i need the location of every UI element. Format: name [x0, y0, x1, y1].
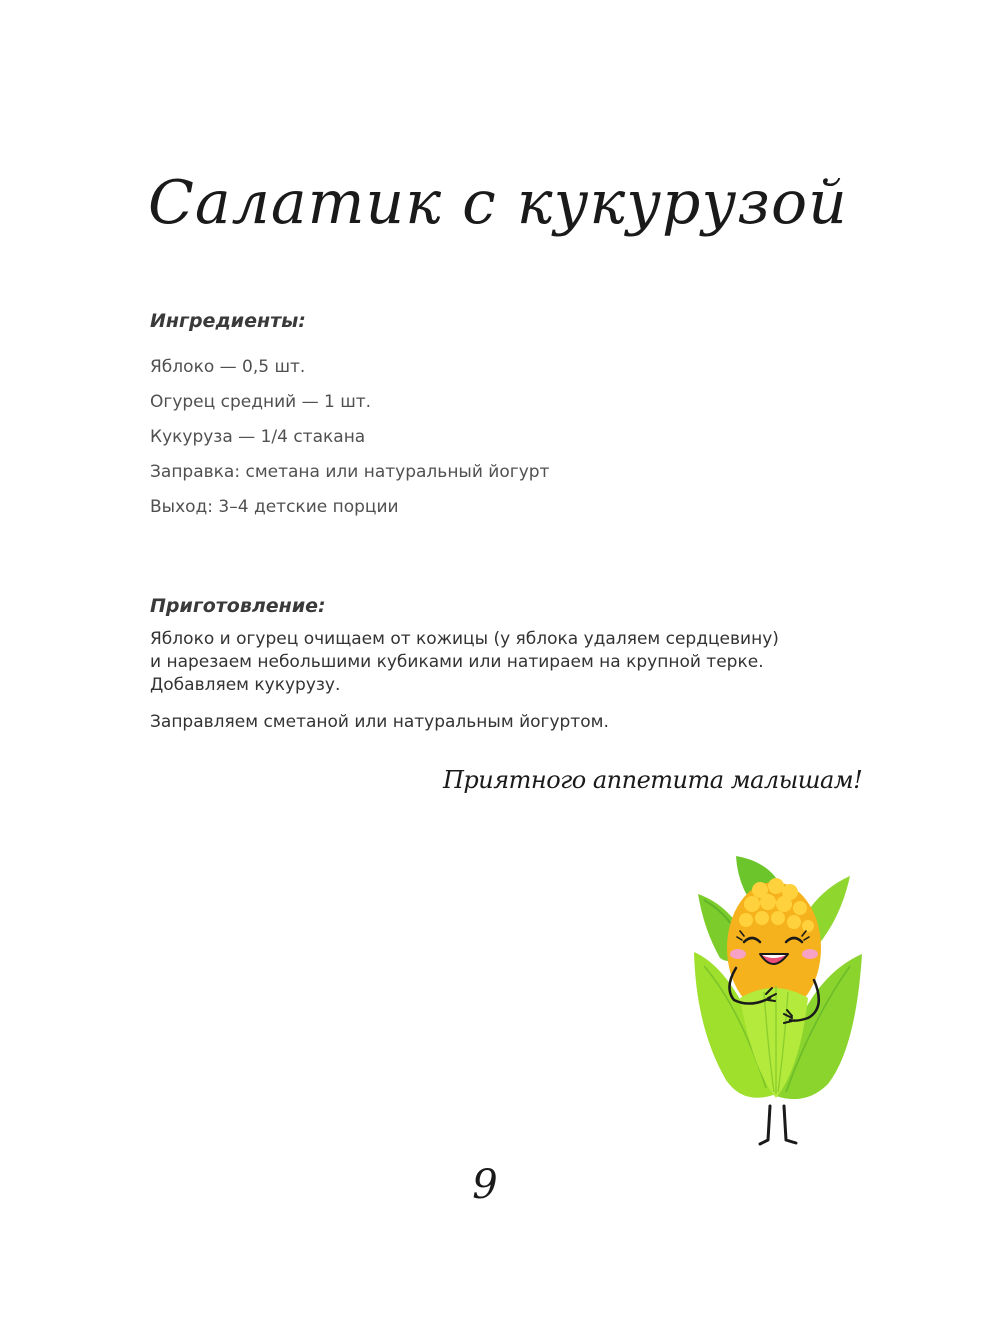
preparation-line: и нарезаем небольшими кубиками или натираем на крупной терке.: [150, 652, 764, 672]
preparation-heading: Приготовление:: [150, 595, 326, 617]
ingredient-item: Выход: 3–4 детские порции: [150, 497, 399, 517]
preparation-line: Добавляем кукурузу.: [150, 675, 341, 695]
closing-wish: Приятного аппетита малышам!: [443, 766, 863, 794]
ingredient-item: Кукуруза — 1/4 стакана: [150, 427, 366, 447]
page-title: Салатик с кукурузой: [148, 168, 848, 238]
smiling-corn-icon: [680, 848, 870, 1153]
left-cheek: [730, 949, 746, 959]
preparation-line: Яблоко и огурец очищаем от кожицы (у яблока удаляем сердцевину): [150, 629, 779, 649]
ingredient-item: Яблоко — 0,5 шт.: [150, 357, 306, 377]
ingredient-item: Заправка: сметана или натуральный йогурт: [150, 462, 550, 482]
corn-right-leg: [784, 1106, 796, 1143]
right-cheek: [802, 949, 818, 959]
corn-left-leg: [760, 1106, 770, 1144]
preparation-text: [150, 628, 850, 734]
ingredients-heading: Ингредиенты:: [150, 310, 306, 332]
page-number: 9: [472, 1162, 498, 1208]
ingredient-item: Огурец средний — 1 шт.: [150, 392, 372, 412]
preparation-final-line: Заправляем сметаной или натуральным йогуртом.: [150, 712, 609, 732]
ingredient-list: [150, 355, 549, 530]
